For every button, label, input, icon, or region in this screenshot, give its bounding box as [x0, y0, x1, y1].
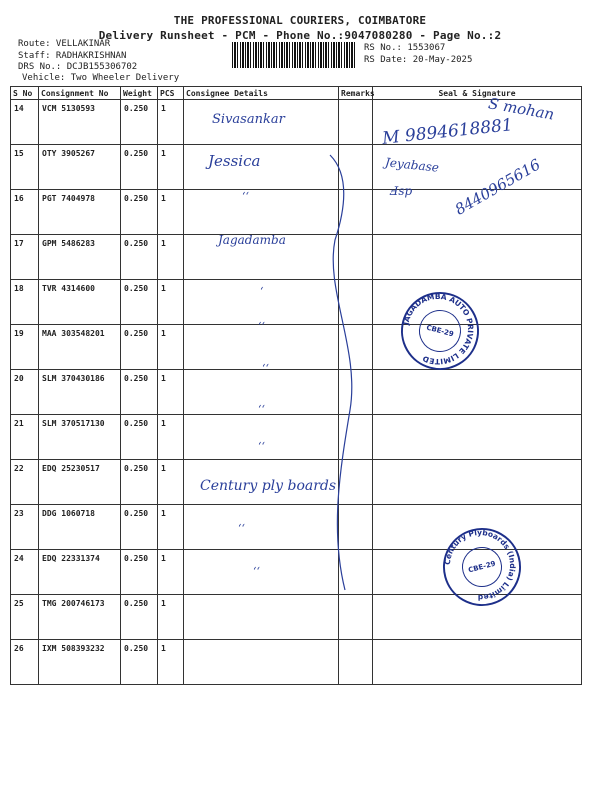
col-weight: Weight: [121, 87, 158, 100]
ditto-mark: ‘‘: [253, 565, 260, 578]
cell-pcs: 1: [158, 280, 184, 325]
cell-consignment: IXM 508393232: [39, 640, 121, 685]
handwritten-phone-2: 8440965616: [451, 155, 544, 219]
cell-consignment: DDG 1060718: [39, 505, 121, 550]
company-title: THE PROFESSIONAL COURIERS, COIMBATORE: [173, 14, 427, 27]
cell-sno: 23: [11, 505, 39, 550]
cell-pcs: 1: [158, 505, 184, 550]
col-consignment: Consignment No: [39, 87, 121, 100]
cell-sno: 15: [11, 145, 39, 190]
handwritten-consignee-row17: Jagadamba: [218, 233, 286, 247]
cell-sno: 21: [11, 415, 39, 460]
cell-pcs: 1: [158, 325, 184, 370]
cell-weight: 0.250: [121, 640, 158, 685]
col-sno: S No: [11, 87, 39, 100]
cell-consignment: GPM 5486283: [39, 235, 121, 280]
cell-consignee: [184, 640, 339, 685]
ditto-mark: ‘: [260, 285, 264, 298]
cell-sno: 16: [11, 190, 39, 235]
handwritten-signature-phone: M 9894618881: [381, 115, 514, 149]
cell-weight: 0.250: [121, 415, 158, 460]
cell-weight: 0.250: [121, 550, 158, 595]
staff-label: Staff: RADHAKRISHNAN: [18, 51, 127, 61]
drs-label: DRS No.: DCJB155306702: [18, 62, 138, 72]
stamp-code: CBE-29: [425, 323, 455, 339]
cell-seal: [373, 640, 582, 685]
stamp-code-2: CBE-29: [467, 559, 497, 574]
cell-remarks: [339, 100, 373, 145]
cell-pcs: 1: [158, 640, 184, 685]
table-row: [11, 640, 582, 685]
col-consignee: Consignee Details: [184, 87, 339, 100]
cell-weight: 0.250: [121, 100, 158, 145]
cell-seal: [373, 370, 582, 415]
handwritten-signature-name: S mohan: [486, 94, 556, 124]
signature-scribble: Ⅎsp: [390, 184, 413, 198]
cell-seal: [373, 460, 582, 505]
stamp-ring-text-2: [443, 528, 517, 602]
handwritten-consignee-row23: Century ply boards: [200, 478, 337, 494]
rs-date-label: RS Date: 20-May-2025: [364, 55, 473, 65]
table-row: [11, 325, 582, 370]
stamp-ring-text: [401, 292, 475, 366]
cell-consignment: SLM 370517130: [39, 415, 121, 460]
cell-pcs: 1: [158, 550, 184, 595]
cell-sno: 26: [11, 640, 39, 685]
ditto-mark: ‘‘: [262, 362, 269, 375]
cell-weight: 0.250: [121, 505, 158, 550]
table-row: [11, 280, 582, 325]
cell-pcs: 1: [158, 145, 184, 190]
svg-text:Century Plyboards (India) Limi: Century Plyboards (India) Limited: [443, 528, 517, 602]
cell-consignment: SLM 370430186: [39, 370, 121, 415]
col-pcs: PCS: [158, 87, 184, 100]
cell-pcs: 1: [158, 190, 184, 235]
cell-sno: 14: [11, 100, 39, 145]
route-label: Route: VELLAKINAR: [18, 39, 111, 49]
cell-consignment: TVR 4314600: [39, 280, 121, 325]
runsheet-title: Delivery Runsheet - PCM - Phone No.:9047080280 - Page No.:2: [98, 29, 502, 42]
cell-sno: 18: [11, 280, 39, 325]
cell-seal: [373, 235, 582, 280]
table-row: [11, 235, 582, 280]
cell-sno: 19: [11, 325, 39, 370]
table-row: [11, 370, 582, 415]
cell-consignment: MAA 303548201: [39, 325, 121, 370]
handwritten-consignee-row14: Sivasankar: [212, 112, 285, 127]
ditto-mark: ‘‘: [258, 440, 265, 453]
cell-weight: 0.250: [121, 235, 158, 280]
cell-consignment: TMG 200746173: [39, 595, 121, 640]
pen-stroke: [300, 150, 380, 600]
table-row: [11, 415, 582, 460]
cell-weight: 0.250: [121, 280, 158, 325]
barcode: [232, 42, 356, 68]
rs-no-label: RS No.: 1553067: [364, 43, 446, 53]
cell-sno: 22: [11, 460, 39, 505]
cell-weight: 0.250: [121, 190, 158, 235]
vehicle-label: Vehicle: Two Wheeler Delivery: [22, 73, 180, 83]
ditto-mark: ‘‘: [258, 403, 265, 416]
cell-consignment: PGT 7404978: [39, 190, 121, 235]
ditto-mark: ‘‘: [242, 190, 249, 203]
cell-pcs: 1: [158, 595, 184, 640]
cell-pcs: 1: [158, 370, 184, 415]
cell-weight: 0.250: [121, 460, 158, 505]
cell-weight: 0.250: [121, 145, 158, 190]
cell-seal: [373, 415, 582, 460]
cell-sno: 17: [11, 235, 39, 280]
cell-consignment: VCM 5130593: [39, 100, 121, 145]
cell-sno: 20: [11, 370, 39, 415]
ditto-mark: ‘‘: [238, 522, 245, 535]
handwritten-signature-2: Jeyabase: [384, 155, 440, 175]
cell-weight: 0.250: [121, 370, 158, 415]
cell-weight: 0.250: [121, 595, 158, 640]
col-seal: Seal & Signature: [373, 87, 582, 100]
cell-sno: 24: [11, 550, 39, 595]
ditto-mark: ‘‘: [258, 320, 265, 333]
cell-consignment: OTY 3905267: [39, 145, 121, 190]
cell-consignment: EDQ 25230517: [39, 460, 121, 505]
col-remarks: Remarks: [339, 87, 373, 100]
cell-consignee: [184, 595, 339, 640]
svg-text:JAGADAMBA AUTO PRIVATE LIMITED: JAGADAMBA AUTO PRIVATE LIMITED: [401, 292, 475, 366]
cell-remarks: [339, 595, 373, 640]
cell-weight: 0.250: [121, 325, 158, 370]
cell-pcs: 1: [158, 235, 184, 280]
cell-pcs: 1: [158, 460, 184, 505]
cell-pcs: 1: [158, 100, 184, 145]
cell-sno: 25: [11, 595, 39, 640]
cell-consignment: EDQ 22331374: [39, 550, 121, 595]
cell-remarks: [339, 640, 373, 685]
cell-pcs: 1: [158, 415, 184, 460]
handwritten-consignee-row15: Jessica: [208, 152, 261, 170]
